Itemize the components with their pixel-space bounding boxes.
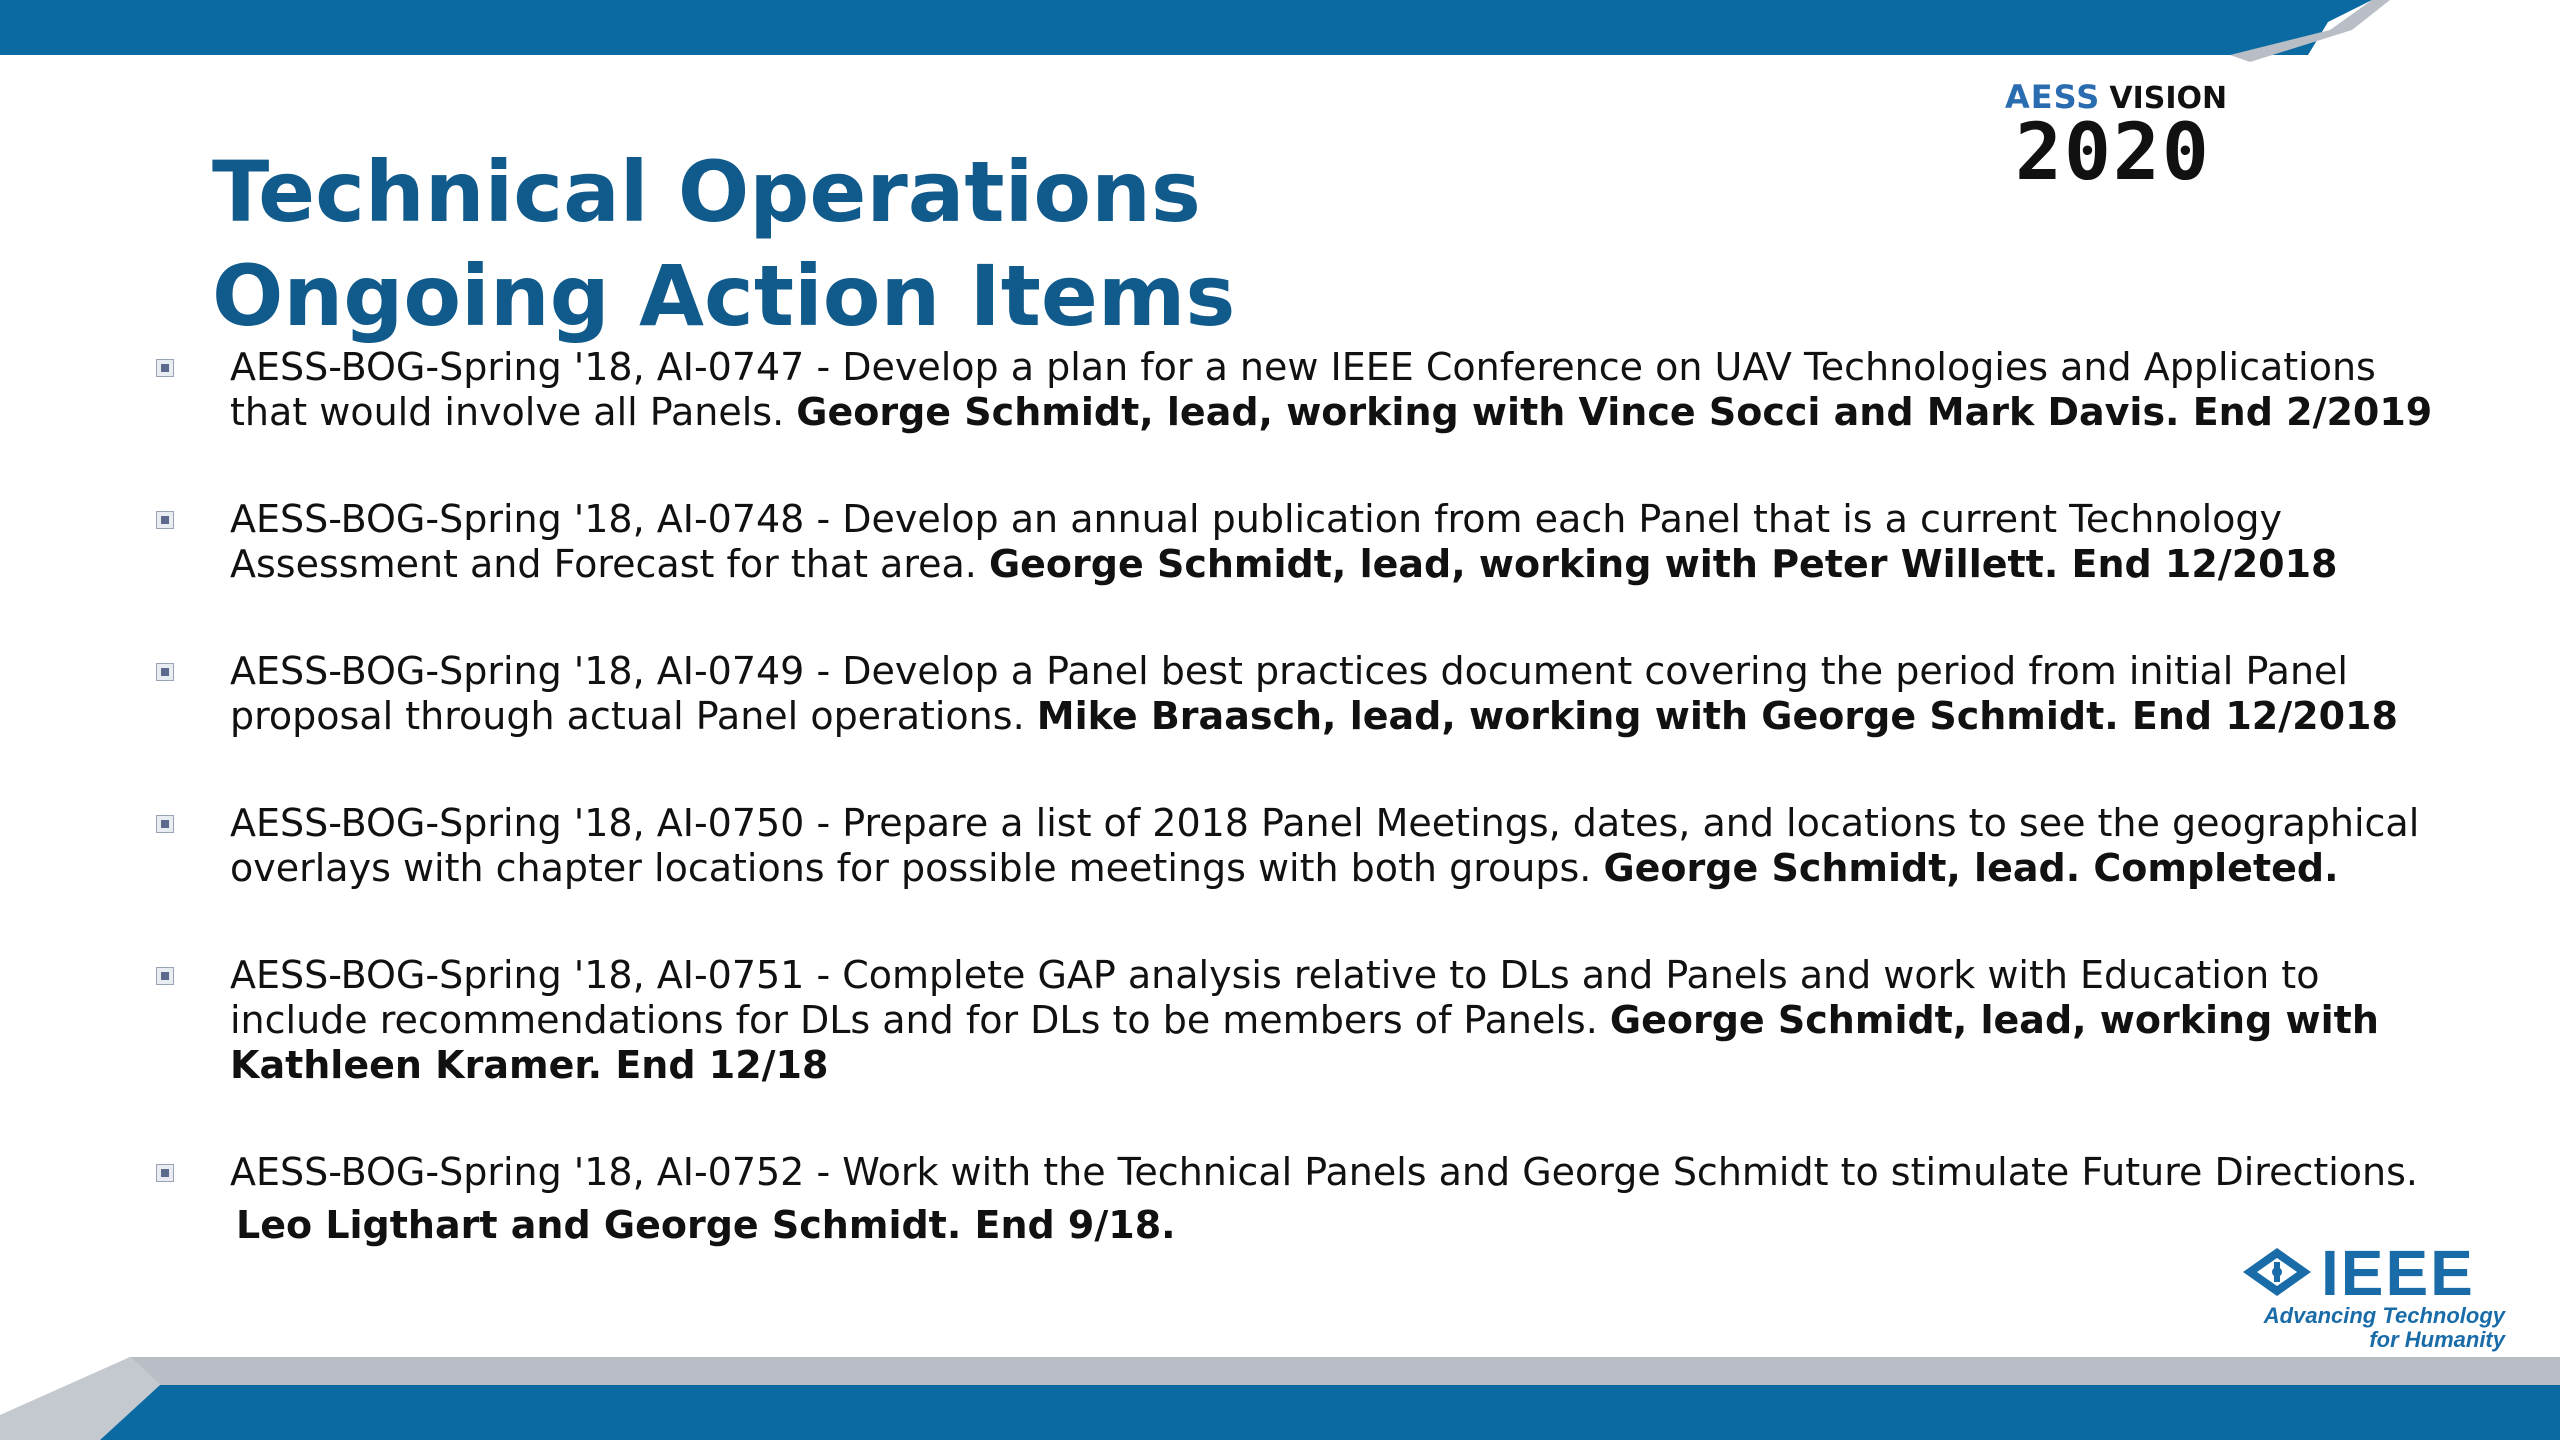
item-text: AESS-BOG-Spring '18, AI-0747 - Develop a plan for a new IEEE Conference on UAV Technologies and Applications that would involve all Panels. [230, 345, 2376, 434]
bullet-icon [156, 967, 174, 985]
list-item [150, 1150, 2450, 1248]
title-line-2: Ongoing Action Items [212, 247, 1236, 345]
ieee-logo [2235, 1237, 2505, 1360]
item-owner: Mike Braasch, lead, working with George Schmidt. End 12/2018 [1036, 694, 2398, 738]
aess-vision-logo [2005, 68, 2228, 198]
page-title [212, 140, 1235, 348]
aess-logo-word: AESS [2005, 78, 2101, 116]
title-line-1: Technical Operations [212, 143, 1201, 241]
item-text: AESS-BOG-Spring '18, AI-0752 - Work with the Technical Panels and George Schmidt to stimulate Future Directions. [230, 1150, 2419, 1194]
list-item [150, 497, 2450, 587]
list-item [150, 345, 2450, 435]
item-owner: George Schmidt, lead, working with Kathleen Kramer. End 12/18 [230, 998, 2379, 1087]
item-owner: George Schmidt, lead, working with Peter Willett. End 12/2018 [988, 542, 2338, 586]
list-item [150, 953, 2450, 1088]
bullet-icon [156, 663, 174, 681]
ieee-diamond-icon [2241, 1246, 2313, 1298]
aess-logo-year: 2020 [2015, 108, 2211, 198]
bullet-icon [156, 511, 174, 529]
aess-logo-vision: VISION [2109, 81, 2228, 116]
bottom-banner [0, 1355, 2560, 1440]
item-owner: George Schmidt, lead. Completed. [1603, 846, 2339, 890]
item-text: AESS-BOG-Spring '18, AI-0751 - Complete GAP analysis relative to DLs and Panels and work with Education to include recommendations for DLs and for DLs to be members of Panels. [230, 953, 2320, 1042]
ieee-tagline [2264, 1304, 2505, 1352]
item-text: AESS-BOG-Spring '18, AI-0750 - Prepare a list of 2018 Panel Meetings, dates, and locations to see the geographical overlays with chapter locations for possible meetings with both groups. [230, 801, 2420, 890]
ieee-tagline-line-2: for Humanity [2369, 1327, 2505, 1352]
list-item [150, 649, 2450, 739]
ieee-logo-word: IEEE [2321, 1237, 2475, 1309]
action-items-list [150, 345, 2450, 1248]
item-text: AESS-BOG-Spring '18, AI-0748 - Develop an annual publication from each Panel that is a current Technology Assessment and Forecast for that area. [230, 497, 2283, 586]
item-owner: George Schmidt, lead, working with Vince Socci and Mark Davis. End 2/2019 [796, 390, 2433, 434]
bullet-icon [156, 1164, 174, 1182]
item-owner: Leo Ligthart and George Schmidt. End 9/18. [236, 1203, 1176, 1247]
list-item [150, 801, 2450, 891]
top-banner [0, 0, 2560, 70]
item-text: AESS-BOG-Spring '18, AI-0749 - Develop a Panel best practices document covering the period from initial Panel proposal through actual Panel operations. [230, 649, 2348, 738]
ieee-tagline-line-1: Advancing Technology [2263, 1303, 2505, 1328]
bullet-icon [156, 359, 174, 377]
bullet-icon [156, 815, 174, 833]
